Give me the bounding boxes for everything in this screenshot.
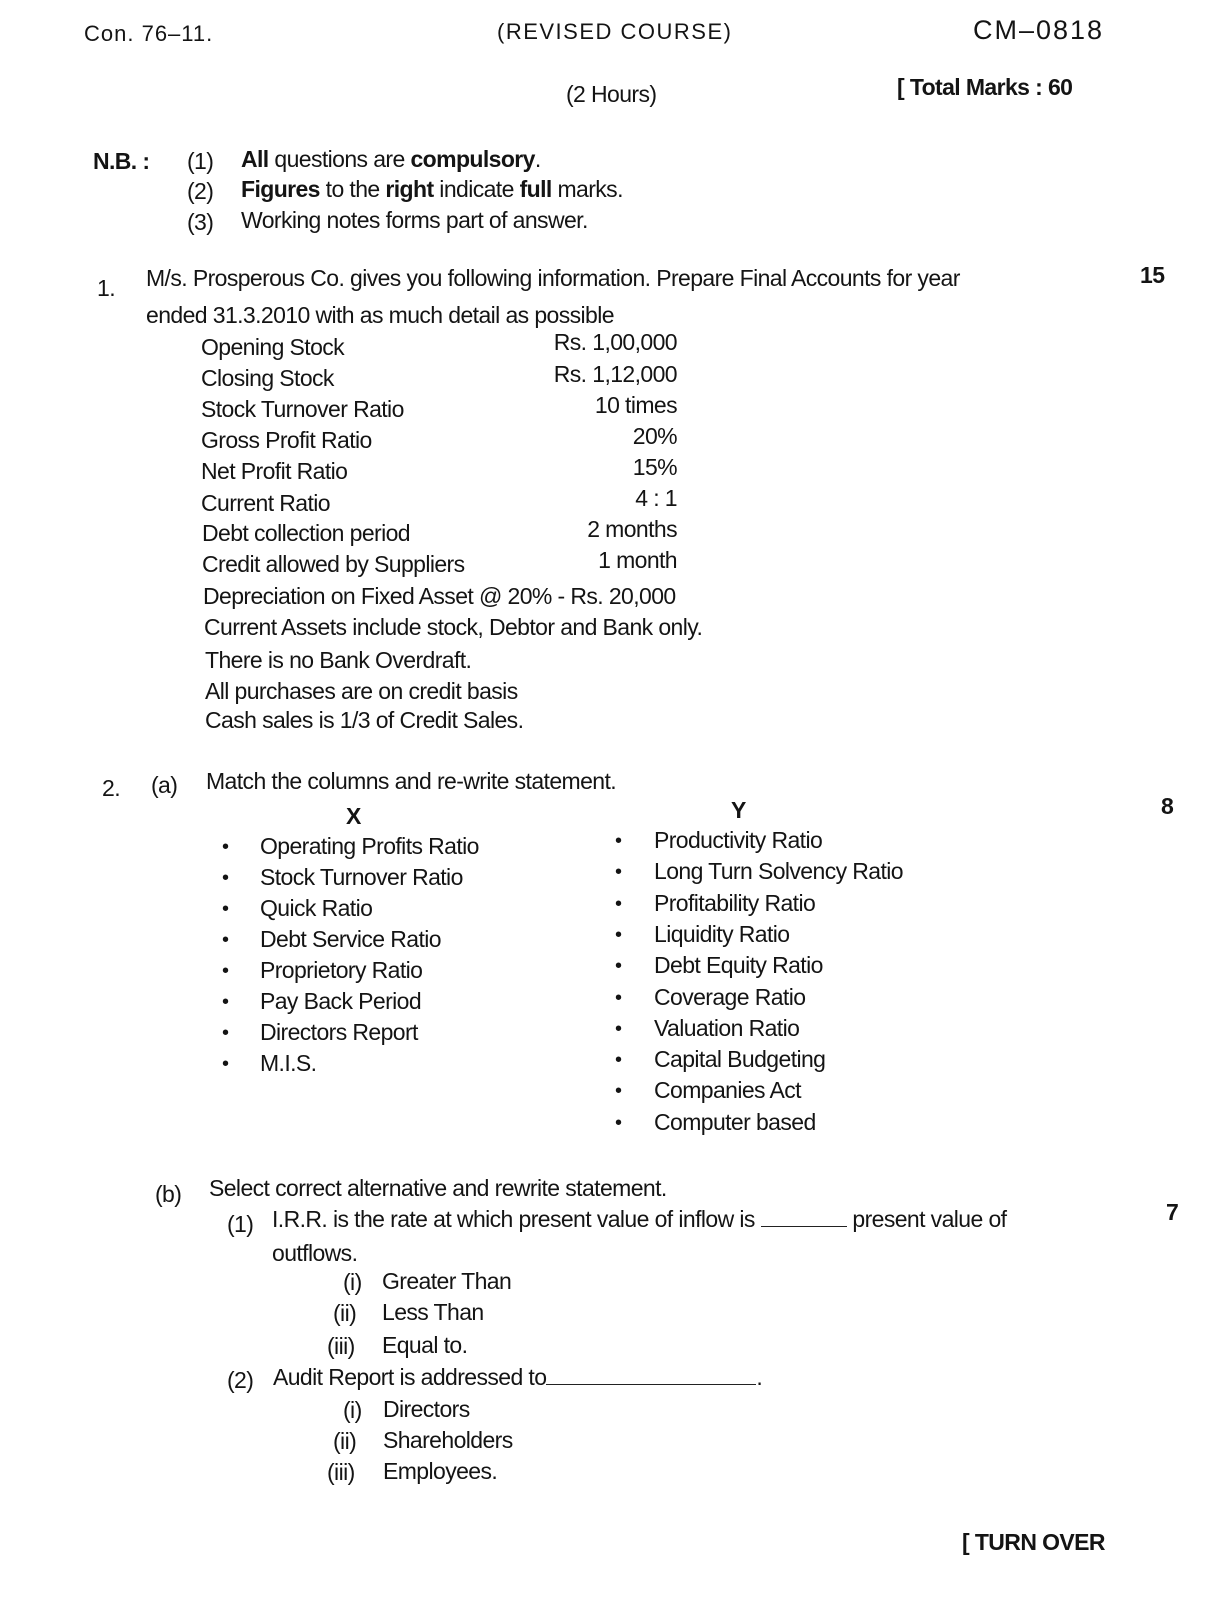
mcq-question xyxy=(272,1205,1006,1233)
mcq-number: (1) xyxy=(227,1211,254,1237)
option-number: (iii) xyxy=(327,1333,355,1359)
match-item: Coverage Ratio xyxy=(654,983,806,1010)
bullet-icon: • xyxy=(615,955,623,978)
emph: Figures xyxy=(241,176,320,202)
text: Audit Report is addressed to xyxy=(273,1364,547,1390)
match-item: Quick Ratio xyxy=(260,895,373,921)
bullet-icon: • xyxy=(222,836,230,858)
bullet-icon: • xyxy=(222,991,230,1013)
data-value: 2 months xyxy=(587,516,677,542)
nb-item-2 xyxy=(241,175,623,203)
question-number: 2. xyxy=(102,775,120,801)
nb-item-3: Working notes forms part of answer. xyxy=(241,207,588,233)
bullet-icon: • xyxy=(222,898,230,920)
bullet-icon: • xyxy=(222,960,230,982)
bullet-icon: • xyxy=(615,1080,623,1103)
data-label: Stock Turnover Ratio xyxy=(201,396,404,422)
match-item: Profitability Ratio xyxy=(654,889,816,916)
text: marks. xyxy=(551,176,623,202)
option-number: (ii) xyxy=(333,1428,357,1454)
match-item: Directors Report xyxy=(260,1019,418,1045)
match-item: Long Turn Solvency Ratio xyxy=(654,858,903,885)
bullet-icon: • xyxy=(615,861,623,884)
question-number: 1. xyxy=(97,275,115,301)
option-text: Greater Than xyxy=(382,1268,512,1294)
nb-item-number: (3) xyxy=(187,209,214,235)
text: indicate xyxy=(433,176,520,202)
text: questions are xyxy=(268,146,411,172)
emph: All xyxy=(241,146,269,172)
data-label: Credit allowed by Suppliers xyxy=(202,551,465,577)
bullet-icon: • xyxy=(222,1022,230,1044)
option-number: (i) xyxy=(343,1397,362,1423)
sub-label: (a) xyxy=(151,772,178,798)
option-number: (ii) xyxy=(333,1300,357,1326)
mcq-question xyxy=(273,1363,762,1391)
q1-note: Cash sales is 1/3 of Credit Sales. xyxy=(205,707,524,733)
data-label: Debt collection period xyxy=(202,520,410,546)
match-item: Productivity Ratio xyxy=(654,827,823,853)
nb-item-1 xyxy=(241,145,541,173)
match-item: Debt Equity Ratio xyxy=(654,952,823,979)
bullet-icon: • xyxy=(615,830,623,852)
bullet-icon: • xyxy=(222,1053,230,1075)
data-value: 1 month xyxy=(598,547,677,573)
match-item: Liquidity Ratio xyxy=(654,920,790,947)
exam-code: Con. 76–11. xyxy=(84,21,214,46)
bullet-icon: • xyxy=(222,867,230,889)
mcq-number: (2) xyxy=(227,1367,254,1393)
option-text: Shareholders xyxy=(383,1427,513,1453)
paper-code: CM–0818 xyxy=(973,15,1105,45)
q1-note: Current Assets include stock, Debtor and Bank only. xyxy=(204,614,703,640)
nb-item-number: (2) xyxy=(187,178,214,204)
bullet-icon: • xyxy=(615,892,623,915)
nb-label: N.B. : xyxy=(93,148,150,174)
data-value: Rs. 1,00,000 xyxy=(553,329,677,355)
bullet-icon: • xyxy=(615,1111,623,1134)
data-value: 20% xyxy=(632,423,677,449)
option-text: Less Than xyxy=(382,1299,484,1325)
data-label: Gross Profit Ratio xyxy=(201,427,372,453)
match-item: Capital Budgeting xyxy=(654,1046,826,1073)
duration: (2 Hours) xyxy=(566,81,657,107)
data-label: Net Profit Ratio xyxy=(201,458,348,484)
nb-item-number: (1) xyxy=(187,148,214,174)
mcq-question-cont: outflows. xyxy=(272,1240,358,1266)
q2a-text: Match the columns and re-write statement. xyxy=(206,768,617,794)
text: present value of xyxy=(852,1206,1007,1232)
q2b-marks: 7 xyxy=(1166,1199,1179,1225)
bullet-icon: • xyxy=(615,1049,623,1072)
emph: full xyxy=(519,176,552,202)
text: . xyxy=(756,1364,763,1390)
q1-note: Depreciation on Fixed Asset @ 20% - Rs. 20,000 xyxy=(203,583,676,609)
bullet-icon: • xyxy=(222,929,230,951)
q1-marks: 15 xyxy=(1140,262,1165,288)
data-value: 4 : 1 xyxy=(635,485,677,511)
text: to the xyxy=(319,176,386,202)
option-text: Employees. xyxy=(383,1458,498,1484)
text: I.R.R. is the rate at which present value of inflow is xyxy=(272,1206,755,1232)
data-label: Current Ratio xyxy=(201,490,330,516)
option-text: Directors xyxy=(383,1396,470,1422)
answer-blank xyxy=(546,1384,756,1385)
option-text: Equal to. xyxy=(382,1332,468,1358)
q2b-text: Select correct alternative and rewrite statement. xyxy=(209,1175,667,1201)
text: . xyxy=(534,146,541,172)
q1-text-line1: M/s. Prosperous Co. gives you following information. Prepare Final Accounts for year xyxy=(146,265,960,291)
data-label: Opening Stock xyxy=(201,334,345,360)
column-y-header: Y xyxy=(731,797,746,823)
data-value: Rs. 1,12,000 xyxy=(553,361,677,387)
answer-blank xyxy=(761,1226,847,1227)
option-number: (iii) xyxy=(327,1459,355,1485)
emph: right xyxy=(385,176,434,202)
match-item: Stock Turnover Ratio xyxy=(260,864,463,890)
match-item: Proprietory Ratio xyxy=(260,957,423,983)
course-label: (REVISED COURSE) xyxy=(497,19,733,44)
q1-note: All purchases are on credit basis xyxy=(205,678,518,704)
match-item: Operating Profits Ratio xyxy=(260,833,479,859)
option-number: (i) xyxy=(343,1269,362,1295)
turn-over: [ TURN OVER xyxy=(962,1529,1105,1555)
bullet-icon: • xyxy=(615,986,623,1009)
match-item: Valuation Ratio xyxy=(654,1014,800,1041)
q1-note: There is no Bank Overdraft. xyxy=(205,647,472,673)
match-item: M.I.S. xyxy=(260,1050,317,1076)
sub-label: (b) xyxy=(155,1181,182,1207)
match-item: Pay Back Period xyxy=(260,988,422,1014)
column-x-header: X xyxy=(346,803,361,829)
emph: compulsory xyxy=(410,146,535,172)
q2a-marks: 8 xyxy=(1161,793,1174,819)
data-label: Closing Stock xyxy=(201,365,334,391)
data-value: 15% xyxy=(632,454,677,480)
bullet-icon: • xyxy=(615,923,623,946)
match-item: Computer based xyxy=(654,1108,816,1135)
data-value: 10 times xyxy=(594,392,677,418)
total-marks: [ Total Marks : 60 xyxy=(897,74,1073,100)
q1-text-line2: ended 31.3.2010 with as much detail as possible xyxy=(146,302,614,328)
bullet-icon: • xyxy=(615,1017,623,1040)
match-item: Companies Act xyxy=(654,1077,801,1104)
match-item: Debt Service Ratio xyxy=(260,926,441,952)
